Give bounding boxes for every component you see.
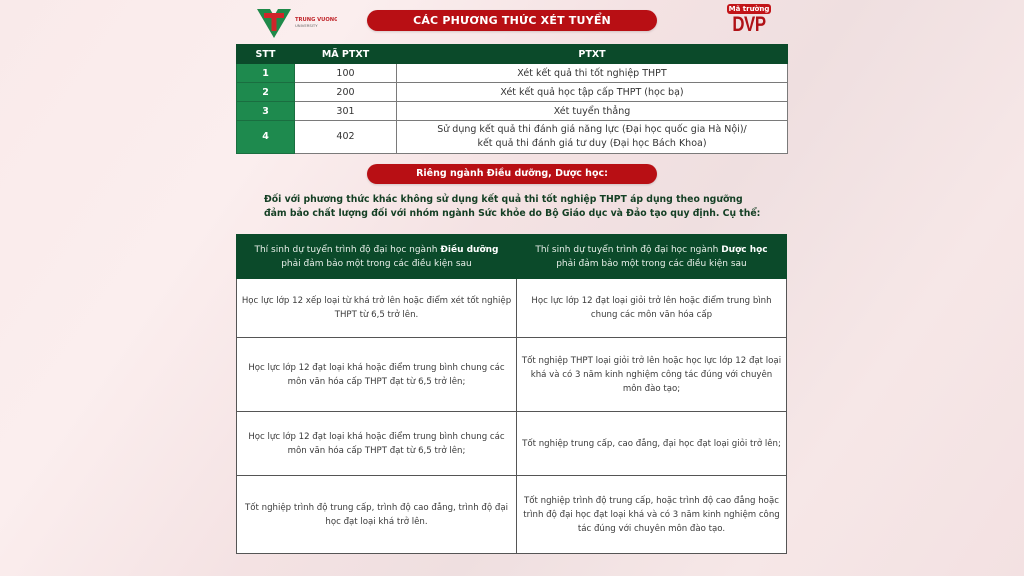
pharmacy-condition: Tốt nghiệp trình độ trung cấp, hoặc trình độ cao đẳng hoặc trình độ đại học đạt loại khá và có 3 năm kinh nghiệm công tác đúng với chuyên môn đào tạo. <box>517 476 787 554</box>
table-row <box>237 121 788 154</box>
badge-code: DVP <box>732 13 766 36</box>
stt-cell: 2 <box>237 83 295 102</box>
university-logo <box>257 8 337 38</box>
page-title: CÁC PHƯƠNG THỨC XÉT TUYỂN <box>367 10 657 31</box>
column-header-stt: STT <box>237 45 295 64</box>
table-row <box>237 83 788 102</box>
header-prefix: Thí sinh dự tuyển trình độ đại học ngành <box>254 244 441 255</box>
header-suffix: phải đảm bảo một trong các điều kiện sau <box>281 258 472 269</box>
admission-methods-table <box>236 44 788 154</box>
method-line-2: kết quả thi đánh giá tư duy (Đại học Bách Khoa) <box>477 138 707 149</box>
method-line-1: Sử dụng kết quả thi đánh giá năng lực (Đại học quốc gia Hà Nội)/ <box>437 124 747 135</box>
section-title: Riêng ngành Điều dưỡng, Dược học: <box>367 164 657 184</box>
stt-cell: 3 <box>237 102 295 121</box>
column-header-pharmacy <box>517 235 787 279</box>
pharmacy-condition: Học lực lớp 12 đạt loại giỏi trở lên hoặc điểm trung bình chung các môn văn hóa cấp <box>517 279 787 338</box>
nursing-condition: Học lực lớp 12 xếp loại từ khá trở lên hoặc điểm xét tốt nghiệp THPT từ 6,5 trở lên. <box>237 279 517 338</box>
major-nursing: Điều dưỡng <box>440 244 499 255</box>
code-cell: 402 <box>295 121 397 154</box>
column-header-code: MÃ PTXT <box>295 45 397 64</box>
major-pharmacy: Dược học <box>721 244 768 255</box>
pharmacy-condition: Tốt nghiệp trung cấp, cao đẳng, đại học đạt loại giỏi trở lên; <box>517 412 787 476</box>
table-row <box>237 279 787 338</box>
table-row <box>237 64 788 83</box>
badge-label: Mã trường <box>728 5 770 13</box>
method-cell: Xét tuyển thẳng <box>397 102 788 121</box>
method-cell <box>397 121 788 154</box>
section-intro: Đối với phương thức khác không sử dụng kết quả thi tốt nghiệp THPT áp dụng theo ngưỡng đảm bảo chất lượng đối với nhóm ngành Sức khỏe do Bộ Giáo dục và Đảo tạo quy định. Cụ thể: <box>264 194 761 219</box>
nursing-condition: Học lực lớp 12 đạt loại khá hoặc điểm trung bình chung các môn văn hóa cấp THPT đạt từ 6,5 trở lên; <box>237 338 517 412</box>
column-header-nursing <box>237 235 517 279</box>
code-cell: 301 <box>295 102 397 121</box>
column-header-method: PTXT <box>397 45 788 64</box>
stt-cell: 4 <box>237 121 295 154</box>
table-header-row <box>237 45 788 64</box>
logo-mark-icon <box>257 8 337 38</box>
nursing-condition: Tốt nghiệp trình độ trung cấp, trình độ cao đẳng, trình độ đại học đạt loại khá trở lên. <box>237 476 517 554</box>
school-code-badge <box>727 4 771 38</box>
code-cell: 200 <box>295 83 397 102</box>
table-row <box>237 412 787 476</box>
pharmacy-condition: Tốt nghiệp THPT loại giỏi trở lên hoặc học lực lớp 12 đạt loại khá và có 3 năm kinh nghiệm công tác đúng với chuyên môn đào tạo; <box>517 338 787 412</box>
code-cell: 100 <box>295 64 397 83</box>
conditions-table <box>236 234 787 554</box>
svg-text:UNIVERSITY: UNIVERSITY <box>295 23 318 28</box>
nursing-condition: Học lực lớp 12 đạt loại khá hoặc điểm trung bình chung các môn văn hóa cấp THPT đạt từ 6,5 trở lên; <box>237 412 517 476</box>
table-row <box>237 102 788 121</box>
stt-cell: 1 <box>237 64 295 83</box>
svg-text:TRUNG VUONG: TRUNG VUONG <box>295 17 337 23</box>
method-cell: Xét kết quả thi tốt nghiệp THPT <box>397 64 788 83</box>
table-row <box>237 338 787 412</box>
header-prefix: Thí sinh dự tuyển trình độ đại học ngành <box>535 244 722 255</box>
table-row <box>237 476 787 554</box>
header-suffix: phải đảm bảo một trong các điều kiện sau <box>556 258 747 269</box>
table-header-row <box>237 235 787 279</box>
method-cell: Xét kết quả học tập cấp THPT (học bạ) <box>397 83 788 102</box>
